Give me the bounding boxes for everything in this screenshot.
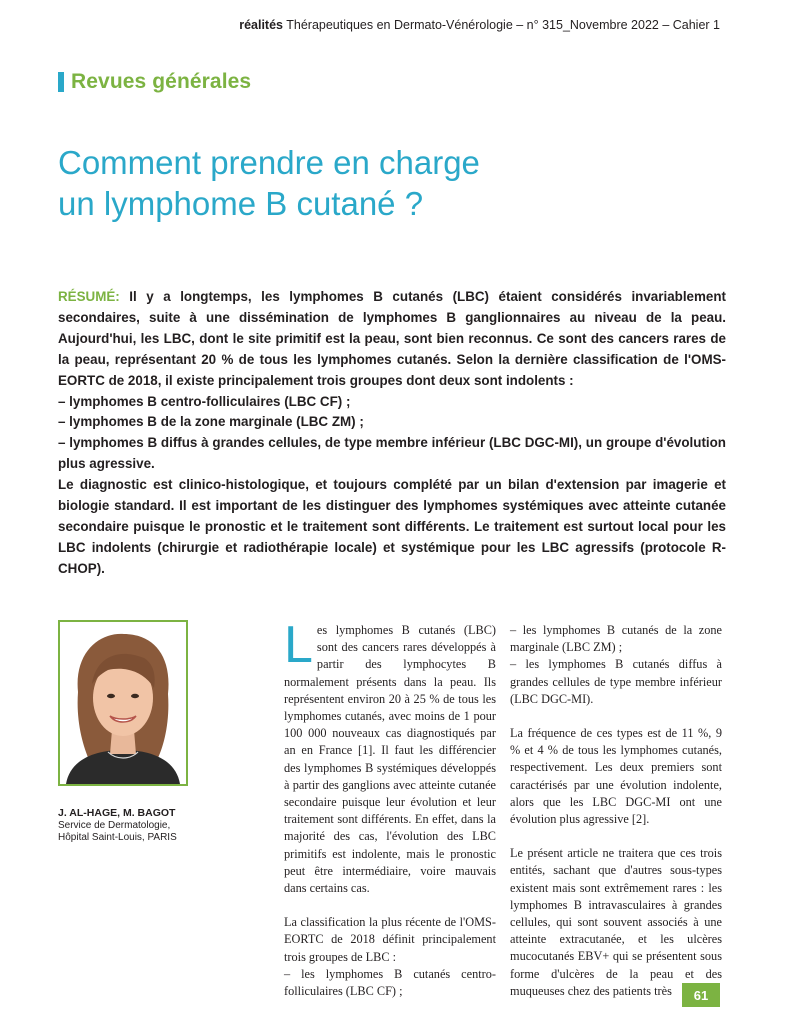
abstract-keyword: RÉSUMÉ:	[58, 289, 120, 304]
page-number: 61	[682, 983, 720, 1007]
drop-cap: L	[284, 616, 313, 674]
body-column-2	[510, 622, 722, 1017]
abstract	[58, 287, 726, 580]
body-paragraph	[284, 616, 496, 897]
abstract-intro	[58, 287, 726, 392]
article-title	[58, 142, 738, 224]
abstract-item: – lymphomes B de la zone marginale (LBC ZM) ;	[58, 414, 364, 430]
body-paragraph: La classification la plus récente de l'OMS-EORTC de 2018 définit principalement trois groupes de LBC :	[284, 915, 496, 964]
author-names: J. AL-HAGE, M. BAGOT	[58, 807, 176, 819]
abstract-item: – lymphomes B diffus à grandes cellules, de type membre inférieur (LBC DGC-MI), un groupe d'évolution plus agressive.	[58, 435, 726, 472]
section-label	[58, 70, 251, 94]
article-title-line2: un lymphome B cutané ?	[58, 185, 424, 222]
author-affiliation-city: Hôpital Saint-Louis, PARIS	[58, 832, 177, 843]
body-list-item: – les lymphomes B cutanés diffus à grandes cellules de type membre inférieur (LBC DGC-MI).	[510, 657, 722, 706]
author-affiliation: Service de Dermatologie,	[58, 819, 171, 831]
journal-brand: réalités	[239, 18, 283, 32]
body-paragraph-text: es lymphomes B cutanés (LBC) sont des cancers rares développés à partir des lymphocytes B normalement présents dans la peau. Ils représentent environ 20 à 25 % de tous les lymphomes cutanés, avec moins de 1 pour 100 000 nouveaux cas diagnostiqués par an en France [1]. Il faut les différencier des lymphomes B systémiques développés à partir des ganglions avec atteinte cutanée secondaire puisque leur évolution et leur traitement sont différents. En effet, dans la majorité des cas, l'évolution des LBC primitifs est indolente, mais le pronostic peut être intermédiaire, voire mauvais dans certains cas.	[284, 623, 496, 896]
section-title: Revues générales	[71, 70, 252, 93]
section-bar	[58, 72, 64, 92]
body-list-item: – les lymphomes B cutanés de la zone marginale (LBC ZM) ;	[510, 623, 722, 655]
journal-header	[239, 18, 720, 32]
author-portrait-image	[60, 622, 186, 784]
article-title-line1: Comment prendre en charge	[58, 144, 480, 181]
abstract-conclusion: Le diagnostic est clinico-histologique, et toujours complété par un bilan d'extension par imagerie et biologie standard. Il est important de les distinguer des lymphomes systémiques avec atteinte cutanée secondaire puisque le pronostic et le traitement sont différents. Le traitement est surtout local pour les LBC indolents (chirurgie et radiothérapie locale) et systémique pour les LBC agressifs (protocole R-CHOP).	[58, 477, 726, 576]
body-paragraph: La fréquence de ces types est de 11 %, 9 % et 4 % de tous les lymphomes cutanés, respectivement. Les deux premiers sont caractérisés par une évolution indolente, alors que les LBC DGC-MI ont une évolution plus agressive [2].	[510, 726, 722, 827]
body-column-1	[284, 616, 496, 1017]
body-list-item: – les lymphomes B cutanés centro-folliculaires (LBC CF) ;	[284, 966, 496, 999]
journal-issue: Thérapeutiques en Dermato-Vénérologie – n° 315_Novembre 2022 – Cahier 1	[286, 18, 720, 32]
author-photo	[58, 620, 188, 786]
authors-block	[58, 807, 248, 845]
abstract-intro-text: Il y a longtemps, les lymphomes B cutanés (LBC) étaient considérés invariablement secondaires, suite à une dissémination de lymphomes B ganglionnaires au niveau de la peau. Aujourd'hui, les LBC, dont le site primitif est la peau, sont bien reconnus. Ce sont des cancers rares de la peau, représentant 20 % de tous les lymphomes cutanés. Selon la dernière classification de l'OMS-EORTC de 2018, il existe principalement trois groupes dont deux sont indolents :	[58, 289, 726, 388]
abstract-item: – lymphomes B centro-folliculaires (LBC CF) ;	[58, 393, 351, 409]
body-paragraph: Le présent article ne traitera que ces trois entités, sachant que d'autres sous-types existent mais sont extrêmement rares : les lymphomes B intravasculaires à grandes cellules, qui sont souvent associés à une atteinte extracutanée, et les ulcères mucocutanés EBV+ qui se présentent sous forme d'ulcères de la peau et des muqueuses chez des patients très	[510, 846, 722, 998]
